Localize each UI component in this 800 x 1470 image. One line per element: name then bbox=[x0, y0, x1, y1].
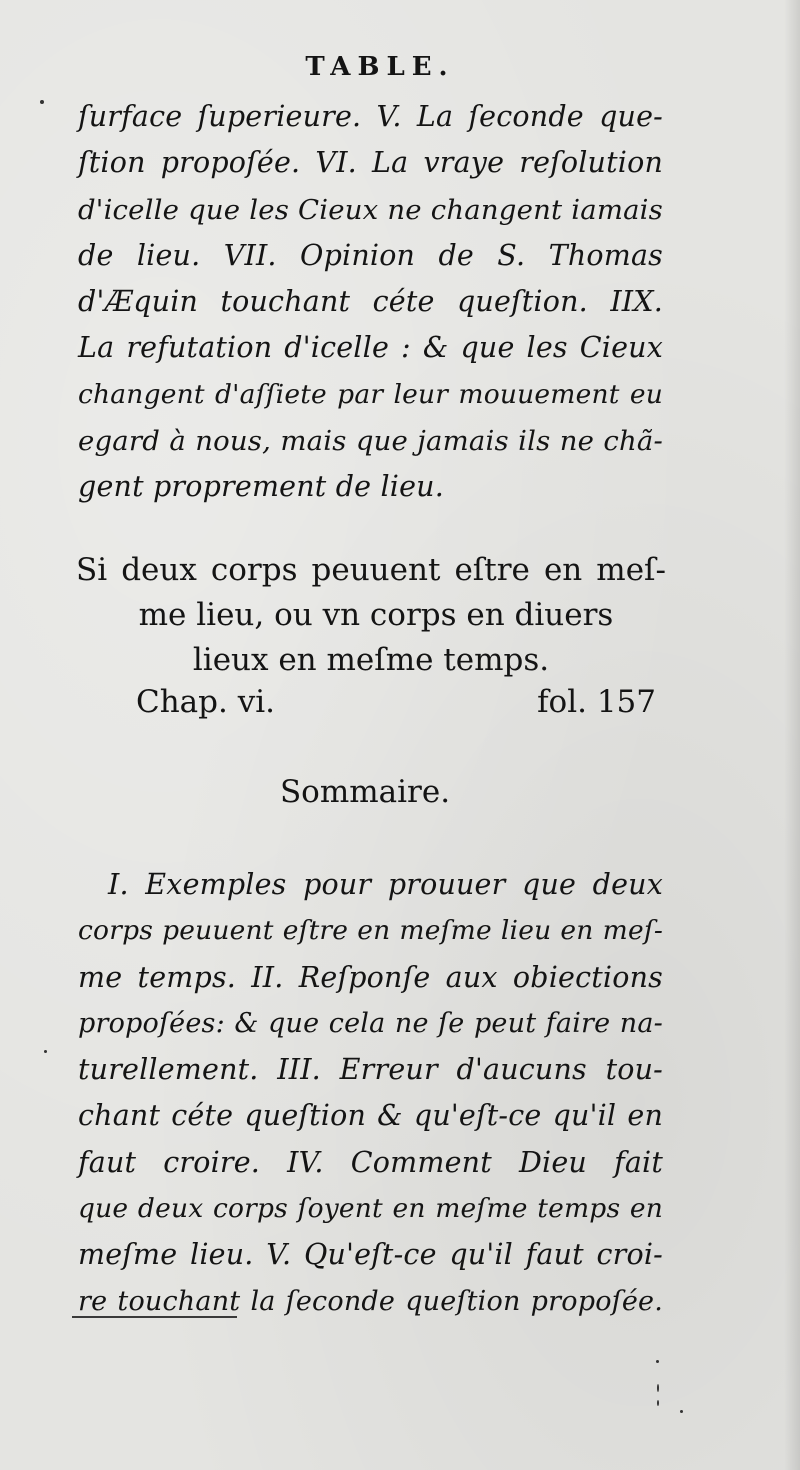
bottom-rule bbox=[72, 1316, 237, 1318]
chapter-title bbox=[76, 548, 666, 683]
text-line: de lieu. VII. Opinion de S. Thomas bbox=[78, 238, 663, 272]
text-line: changent d'aſſiete par leur mouuement eu bbox=[78, 378, 663, 410]
text-line: d'Æquin touchant céte queſtion. IIX. bbox=[78, 285, 663, 319]
folio-reference: fol. 157 bbox=[537, 684, 656, 720]
page-edge-shadow bbox=[784, 0, 800, 1470]
paper-fleck bbox=[40, 100, 44, 104]
paper-fleck bbox=[657, 1400, 659, 1406]
text-line: ſtion propoſée. VI. La vraye reſolution bbox=[78, 146, 663, 180]
chapter-summary bbox=[78, 862, 663, 1325]
chapter-title-line: lieux en meſme temps. bbox=[192, 642, 550, 678]
chapter-reference bbox=[136, 682, 656, 722]
text-line: chant céte queſtion & qu'eſt-ce qu'il en bbox=[78, 1099, 663, 1133]
chapter-label: Chap. vi. bbox=[136, 684, 276, 720]
text-line: me temps. II. Reſponſe aux obiections bbox=[78, 960, 663, 994]
text-line: ſurface ſuperieure. V. La ſeconde que- bbox=[78, 100, 663, 133]
paper-fleck bbox=[657, 1384, 659, 1392]
text-line: turellement. III. Erreur d'aucuns tou- bbox=[78, 1053, 663, 1087]
text-line: faut croire. IV. Comment Dieu fait bbox=[78, 1145, 663, 1179]
chapter-title-line: Si deux corps peuuent eſtre en meſ- bbox=[76, 552, 666, 588]
text-line: d'icelle que les Cieux ne changent iamais bbox=[78, 193, 663, 226]
sommaire-heading: Sommaire. bbox=[279, 774, 451, 810]
text-line: I. Exemples pour prouuer que deux bbox=[108, 868, 663, 901]
text-line: meſme lieu. V. Qu'eſt-ce qu'il faut croi- bbox=[78, 1238, 663, 1272]
paper-fleck bbox=[44, 1050, 47, 1053]
text-line: propoſées: & que cela ne ſe peut faire na- bbox=[78, 1007, 663, 1039]
text-line: que deux corps ſoyent en meſme temps en bbox=[78, 1193, 663, 1225]
chapter-title-line: me lieu, ou vn corps en diuers bbox=[138, 597, 614, 633]
text-line: gent proprement de lieu. bbox=[78, 470, 444, 504]
text-line: La refutation d'icelle : & que les Cieux bbox=[78, 331, 663, 365]
paper-fleck bbox=[680, 1410, 683, 1413]
summary-continuation bbox=[78, 94, 663, 511]
text-line: egard à nous, mais que jamais ils ne chã- bbox=[78, 425, 663, 458]
paper-fleck bbox=[656, 1360, 659, 1363]
text-line: corps peuuent eſtre en meſme lieu en meſ- bbox=[78, 915, 663, 947]
running-head: TABLE. bbox=[305, 52, 455, 82]
text-line: re touchant la ſeconde queſtion propoſée. bbox=[78, 1285, 663, 1317]
